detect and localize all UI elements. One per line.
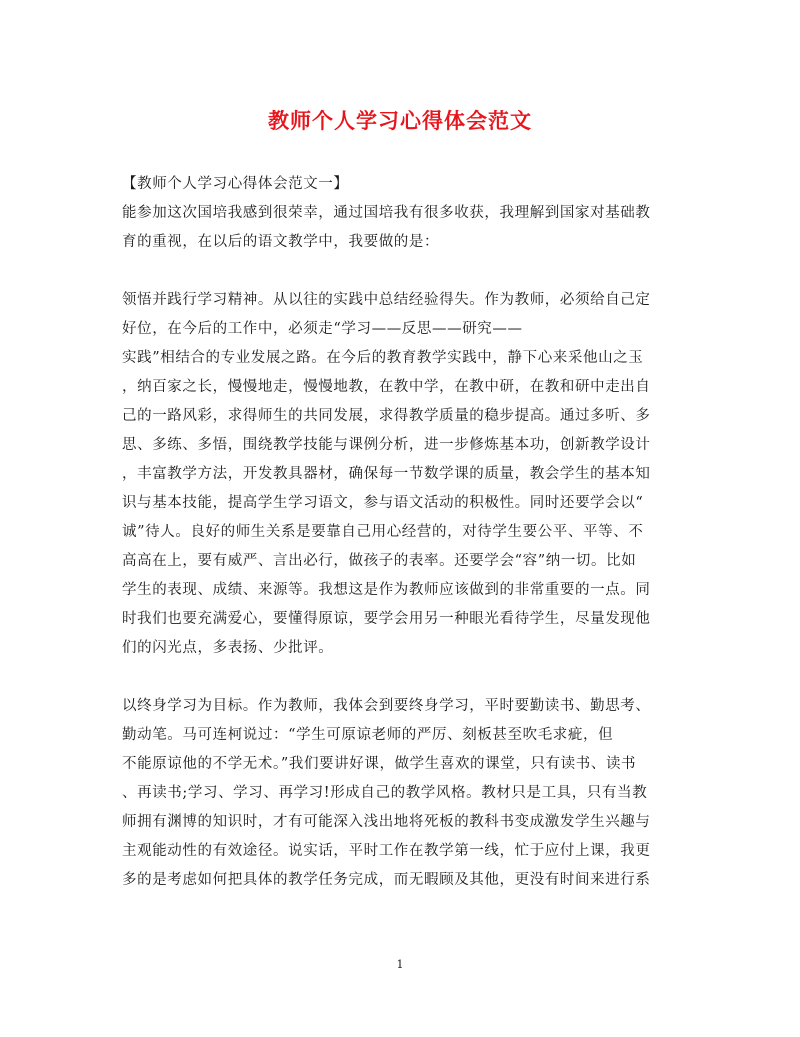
text-line: 、再读书;学习、学习、再学习!形成自己的教学风格。教材只是工具，只有当教 [122,785,648,801]
page-number: 1 [396,958,404,971]
text-line: ，丰富教学方法，开发教具器材，确保每一节数学课的质量，教会学生的基本知 [122,466,651,482]
text-line: ，纳百家之长，慢慢地走，慢慢地教，在教中学，在教中研，在教和研中走出自 [122,379,651,395]
paragraph-gap [122,663,682,692]
paragraph [122,692,682,895]
document-title: 教师个人学习心得体会范文 [268,108,532,133]
text-line: 思、多练、多悟，围绕教学技能与课例分析，进一步修炼基本功，创新教学设计 [122,437,651,453]
text-line: 领悟并践行学习精神。从以往的实践中总结经验得失。作为教师，必须给自己定 [122,292,651,308]
paragraph [122,286,682,663]
text-line: 学生的表现、成绩、来源等。我想这是作为教师应该做到的非常重要的一点。同 [122,582,651,598]
section-heading [122,170,682,199]
text-line: 高高在上，要有威严、言出必行，做孩子的表率。还要学会“容”纳一切。比如 [122,553,637,569]
text-line: 识与基本技能，提高学生学习语文，参与语文活动的积极性。同时还要学会以“ [122,495,644,511]
text-line: 好位，在今后的工作中，必须走“学习——反思——研究—— [122,321,523,337]
text-line: 能参加这次国培我感到很荣幸，通过国培我有很多收获，我理解到国家对基础教 [122,205,651,221]
text-line: 己的一路风彩，求得师生的共同发展，求得教学质量的稳步提高。通过多听、多 [122,408,651,424]
paragraph-gap [122,257,682,286]
text-line: 不能原谅他的不学无术。”我们要讲好课，做学生喜欢的课堂，只有读书、读书 [122,756,637,772]
text-line: 实践”相结合的专业发展之路。在今后的教育教学实践中，静下心来采他山之玉 [122,350,644,366]
text-line: 多的是考虑如何把具体的教学任务完成，而无暇顾及其他，更没有时间来进行系 [122,872,651,888]
text-line: 育的重视，在以后的语文教学中，我要做的是： [122,234,440,250]
text-line: 师拥有渊博的知识时，才有可能深入浅出地将死板的教科书变成激发学生兴趣与 [122,814,651,830]
document-body [122,170,682,895]
text-line: 时我们也要充满爱心，要懂得原谅，要学会用另一种眼光看待学生，尽量发现他 [122,611,651,627]
paragraph [122,199,682,257]
text-line: 勤动笔。马可连柯说过：“学生可原谅老师的严厉、刻板甚至吹毛求疵，但 [122,727,614,743]
text-line: 们的闪光点，多表扬、少批评。 [122,640,334,656]
text-line: 【教师个人学习心得体会范文一】 [122,176,349,192]
text-line: 主观能动性的有效途径。说实话，平时工作在教学第一线，忙于应付上课，我更 [122,843,651,859]
text-line: 诚”待人。良好的师生关系是要靠自己用心经营的，对待学生要公平、平等、不 [122,524,644,540]
text-line: 以终身学习为目标。作为教师，我体会到要终身学习，平时要勤读书、勤思考、 [122,698,651,714]
